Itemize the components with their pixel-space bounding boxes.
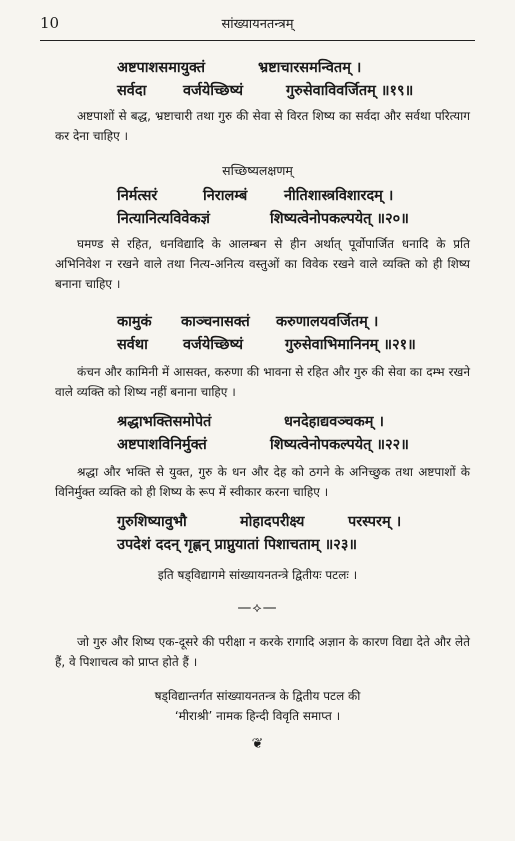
- verse-text: कामुकं: [117, 314, 152, 330]
- verse-text: गुरुसेवाविवर्जितम् ॥१९॥: [286, 83, 414, 99]
- commentary-paragraph: घमण्ड से रहित, धनविद्यादि के आलम्बन से हीन अर्थात् पूर्वोपार्जित धनादि के प्रति अभिनिवेश न रखने वाले तथा नित्य-अनित्य वस्तुओं का विवेक रखने वाले व्यक्ति को ही शिष्य बनाना चाहिए ।: [55, 237, 470, 291]
- section-heading: सच्छिष्यलक्षणम्: [222, 163, 293, 178]
- running-title: सांख्यायनतन्त्रम्: [221, 17, 294, 32]
- verse-text: काञ्चनासक्तं: [181, 314, 250, 330]
- verse-line: [0, 535, 515, 558]
- closing-line: षड्विद्यान्तर्गत सांख्यायनतन्त्र के द्वितीय पटल की: [154, 689, 361, 703]
- verse-text: सर्वथा: [117, 337, 148, 353]
- verse-text: वर्जयेच्छिष्यं: [183, 83, 244, 99]
- verse-text: शिष्यत्वेनोपकल्पयेत् ॥२०॥: [270, 211, 409, 227]
- commentary-paragraph: जो गुरु और शिष्य एक-दूसरे की परीक्षा न करके रागादि अज्ञान के कारण विद्या देते और लेते हैं, वे पिशाचत्व को प्राप्त होते हैं ।: [55, 635, 470, 669]
- verse-text: उपदेशं ददन् गृह्णन् प्राप्नुयातां पिशाचताम् ॥२३॥: [117, 537, 358, 553]
- verse-line: [0, 312, 515, 335]
- commentary-paragraph: अष्टपाशों से बद्ध, भ्रष्टाचारी तथा गुरु की सेवा से विरत शिष्य का सर्वदा और सर्वथा परित्याग कर देना चाहिए ।: [55, 109, 470, 143]
- verse-line: [0, 209, 515, 232]
- closing-note: [0, 686, 515, 726]
- verse-text: अष्टपाशसमायुक्तं: [117, 60, 206, 76]
- verse-text: नित्यानित्यविवेकज्ञं: [117, 211, 210, 227]
- verse-21: [0, 312, 515, 358]
- verse-23: [0, 512, 515, 558]
- verse-text: मोहादपरीक्ष्य: [240, 514, 305, 530]
- verse-19: [0, 58, 515, 104]
- header-rule: [40, 40, 475, 41]
- verse-text: निर्मत्सरं: [117, 188, 158, 204]
- page-number: 10: [40, 14, 60, 32]
- verse-line: [0, 512, 515, 535]
- verse-text: सर्वदा: [117, 83, 147, 99]
- verse-text: वर्जयेच्छिष्यं: [183, 337, 244, 353]
- verse-line: [0, 335, 515, 358]
- verse-text: नीतिशास्त्रविशारदम् ।: [284, 188, 394, 204]
- verse-text: परस्परम् ।: [348, 514, 402, 530]
- verse-line: [0, 435, 515, 458]
- verse-text: अष्टपाशविनिर्मुक्तं: [117, 437, 207, 453]
- page-header: [40, 14, 475, 36]
- section-divider-ornament: —⟡—: [237, 600, 278, 616]
- verse-text: भ्रष्टाचारसमन्वितम् ।: [258, 60, 362, 76]
- verse-text: गुरुशिष्यावुभौ: [117, 514, 187, 530]
- verse-text: निरालम्बं: [203, 188, 248, 204]
- verse-20: [0, 186, 515, 232]
- closing-line: ‘मीराश्री’ नामक हिन्दी विवृति समाप्त ।: [174, 709, 341, 723]
- verse-text: श्रद्धाभक्तिसमोपेतं: [117, 414, 212, 430]
- verse-line: [0, 58, 515, 81]
- verse-text: शिष्यत्वेनोपकल्पयेत् ॥२२॥: [270, 437, 409, 453]
- verse-line: [0, 186, 515, 209]
- verse-text: गुरुसेवाभिमानिनम् ॥२१॥: [285, 337, 416, 353]
- verse-line: [0, 412, 515, 435]
- chapter-colophon: इति षड्विद्यागमे सांख्यायनतन्त्रे द्वितीयः पटलः ।: [157, 568, 358, 582]
- verse-text: करुणालयवर्जितम् ।: [276, 314, 379, 330]
- verse-line: [0, 81, 515, 104]
- commentary-paragraph: श्रद्धा और भक्ति से युक्त, गुरु के धन और देह को ठगने के अनिच्छुक तथा अष्टपाशों के विनिर्मुक्त व्यक्ति को ही शिष्य के रूप में स्वीकार करना चाहिए ।: [55, 465, 470, 499]
- verse-text: धनदेहाद्यवञ्चकम् ।: [284, 414, 384, 430]
- verse-22: [0, 412, 515, 458]
- commentary-paragraph: कंचन और कामिनी में आसक्त, करुणा की भावना से रहित और गुरु की सेवा का दम्भ रखने वाले व्यक्ति को शिष्य नहीं बनाना चाहिए ।: [55, 365, 470, 399]
- lotus-end-ornament-icon: ❦: [251, 736, 264, 752]
